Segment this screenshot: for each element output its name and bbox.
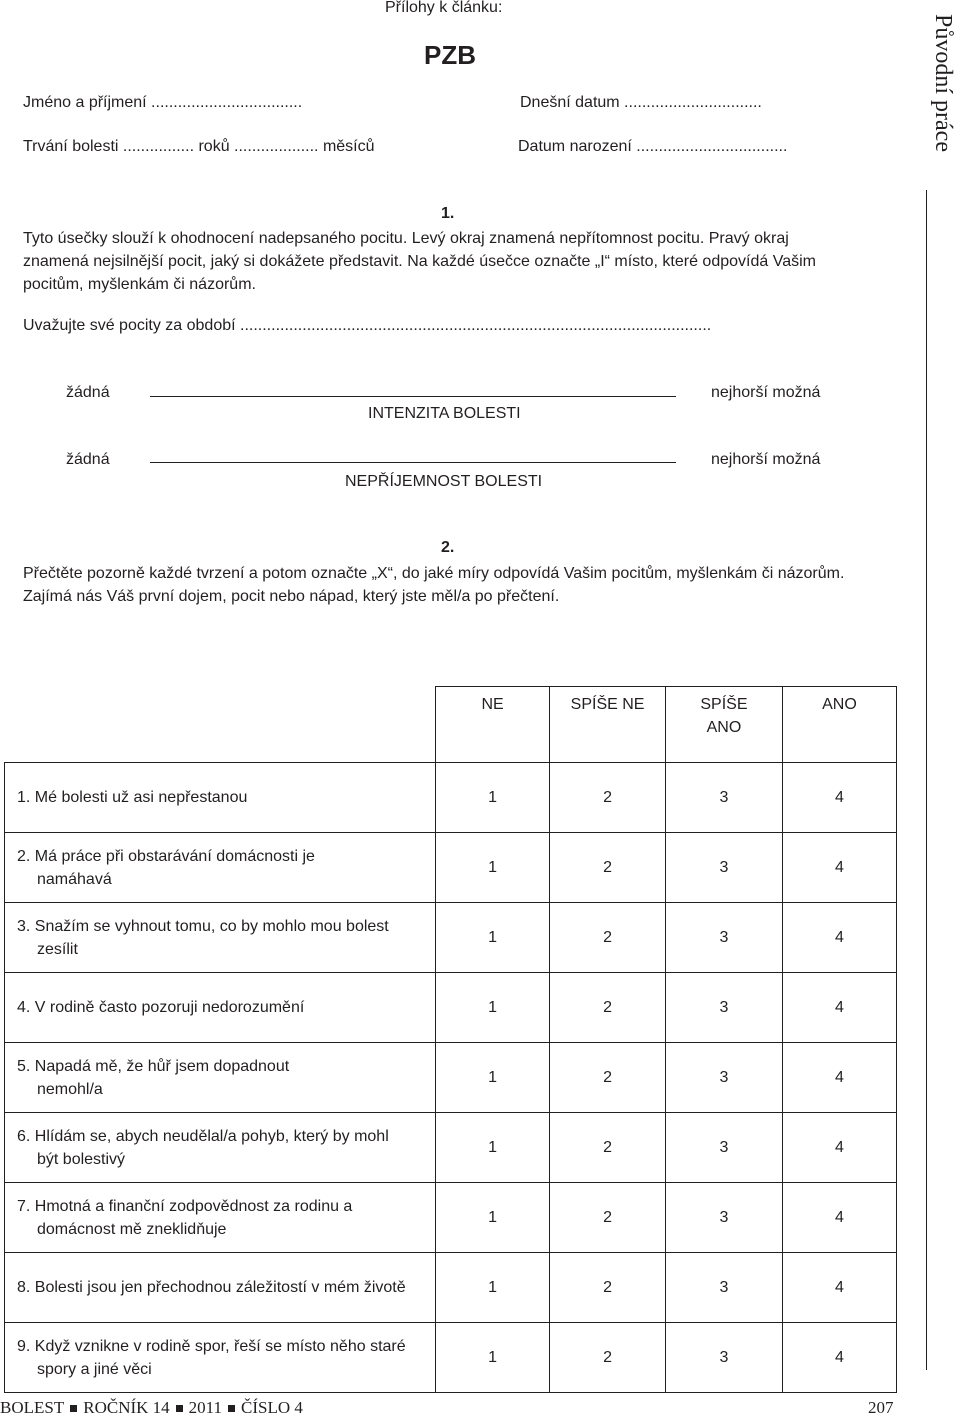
section1-instructions: Tyto úsečky slouží k ohodnocení nadepsaného pocitu. Levý okraj znamená nepřítomnost pocitu. Pravý okraj znamená nejsilnější pocit, jaký si dokážete představit. Na každé úsečce označte „I“ místo, které odpovídá Vašim pocitům, myšlenkám či názorům. (23, 230, 816, 293)
choice-2[interactable]: 2 (550, 903, 666, 973)
header-spise-ne: SPÍŠE NE (550, 687, 666, 763)
statement-5 (5, 1043, 436, 1113)
table-row (5, 1253, 897, 1323)
statement-7 (5, 1183, 436, 1253)
section2-instructions: Přečtěte pozorně každé tvrzení a potom označte „X“, do jaké míry odpovídá Vašim pocitům, myšlenkám či názorům. Zajímá nás Váš první dojem, pocit nebo nápad, který jste měl/a po přečtení. (23, 565, 845, 605)
name-field[interactable]: Jméno a příjmení .................................. (23, 94, 303, 111)
choice-4[interactable]: 4 (782, 903, 896, 973)
statement-4 (5, 973, 436, 1043)
journal-footer (0, 1398, 303, 1418)
choice-4[interactable]: 4 (782, 973, 896, 1043)
choice-2[interactable]: 2 (550, 1183, 666, 1253)
vertical-rule (926, 190, 927, 1370)
section1-number: 1. (441, 205, 455, 222)
period-field[interactable]: Uvažujte své pocity za období .......................................................................................................... (23, 317, 712, 334)
blank-header-cell (5, 687, 436, 763)
choice-3[interactable]: 3 (666, 833, 783, 903)
choice-3[interactable]: 3 (666, 763, 783, 833)
statement-3 (5, 903, 436, 973)
choice-4[interactable]: 4 (782, 1183, 896, 1253)
table-row (5, 903, 897, 973)
pain-intensity-scale[interactable] (150, 396, 676, 397)
statement-text: 6. Hlídám se, abych neudělal/a pohyb, který by mohl být bolestivý (17, 1127, 389, 1168)
header-ne: NE (436, 687, 550, 763)
statement-9 (5, 1323, 436, 1393)
choice-3[interactable]: 3 (666, 1113, 783, 1183)
page-number: 207 (868, 1398, 894, 1417)
choice-1[interactable]: 1 (436, 1323, 550, 1393)
choice-4[interactable]: 4 (782, 1253, 896, 1323)
choice-1[interactable]: 1 (436, 833, 550, 903)
pain-duration-field[interactable]: Trvání bolesti ................ roků ................... měsíců (23, 138, 375, 155)
choice-4[interactable]: 4 (782, 1043, 896, 1113)
choice-3[interactable]: 3 (666, 1043, 783, 1113)
choice-1[interactable]: 1 (436, 903, 550, 973)
choice-2[interactable]: 2 (550, 1323, 666, 1393)
choice-2[interactable]: 2 (550, 833, 666, 903)
choice-1[interactable]: 1 (436, 1183, 550, 1253)
choice-3[interactable]: 3 (666, 903, 783, 973)
choice-1[interactable]: 1 (436, 973, 550, 1043)
statement-6 (5, 1113, 436, 1183)
journal-name: BOLEST (0, 1398, 65, 1417)
table-header-row (5, 687, 897, 763)
table-row (5, 833, 897, 903)
journal-volume: ROČNÍK 14 (83, 1398, 170, 1417)
journal-issue: ČÍSLO 4 (241, 1398, 303, 1417)
statement-text: 8. Bolesti jsou jen přechodnou záležitostí v mém životě (17, 1279, 406, 1296)
table-row (5, 763, 897, 833)
choice-4[interactable]: 4 (782, 833, 896, 903)
choice-4[interactable]: 4 (782, 763, 896, 833)
form-title: PZB (424, 40, 476, 70)
table-row (5, 1043, 897, 1113)
statement-text: 1. Mé bolesti už asi nepřestanou (17, 789, 248, 806)
today-date-field[interactable]: Dnešní datum ............................... (520, 94, 762, 111)
statement-8 (5, 1253, 436, 1323)
journal-year: 2011 (188, 1398, 223, 1417)
pain-unpleasantness-scale[interactable] (150, 462, 676, 463)
table-row (5, 1183, 897, 1253)
scale1-left-label: žádná (66, 384, 110, 401)
choice-4[interactable]: 4 (782, 1323, 896, 1393)
square-bullet-icon (176, 1405, 183, 1412)
table-row (5, 1323, 897, 1393)
choice-1[interactable]: 1 (436, 763, 550, 833)
questionnaire-table (4, 686, 897, 1393)
square-bullet-icon (228, 1405, 235, 1412)
choice-3[interactable]: 3 (666, 1323, 783, 1393)
side-title: Původní práce (930, 14, 956, 152)
scale2-title: NEPŘÍJEMNOST BOLESTI (345, 473, 543, 490)
scale1-title: INTENZITA BOLESTI (368, 405, 521, 422)
choice-1[interactable]: 1 (436, 1253, 550, 1323)
scale1-right-label: nejhorší možná (711, 384, 821, 401)
statement-text: 7. Hmotná a finanční zodpovědnost za rodinu a domácnost mě zneklidňuje (17, 1197, 353, 1238)
statement-text: 3. Snažím se vyhnout tomu, co by mohlo mou bolest zesílit (17, 917, 389, 958)
choice-3[interactable]: 3 (666, 1253, 783, 1323)
choice-3[interactable]: 3 (666, 973, 783, 1043)
attachments-label: Přílohy k článku: (385, 0, 503, 16)
birth-date-field[interactable]: Datum narození .................................. (518, 138, 788, 155)
choice-1[interactable]: 1 (436, 1043, 550, 1113)
statement-1 (5, 763, 436, 833)
choice-2[interactable]: 2 (550, 973, 666, 1043)
square-bullet-icon (70, 1405, 77, 1412)
choice-4[interactable]: 4 (782, 1113, 896, 1183)
scale2-left-label: žádná (66, 451, 110, 468)
statement-text: 9. Když vznikne v rodině spor, řeší se místo něho staré spory a jiné věci (17, 1337, 406, 1378)
statement-text: 2. Má práce při obstarávání domácnosti je namáhavá (17, 847, 315, 888)
choice-1[interactable]: 1 (436, 1113, 550, 1183)
choice-2[interactable]: 2 (550, 1253, 666, 1323)
header-spise-ano-text: SPÍŠE ANO (700, 696, 748, 736)
header-spise-ano (666, 687, 783, 763)
section2-number: 2. (441, 539, 455, 556)
table-row (5, 1113, 897, 1183)
scale2-right-label: nejhorší možná (711, 451, 821, 468)
table-row (5, 973, 897, 1043)
statement-2 (5, 833, 436, 903)
choice-2[interactable]: 2 (550, 1113, 666, 1183)
statement-text: 5. Napadá mě, že hůř jsem dopadnout nemohl/a (17, 1057, 290, 1098)
choice-2[interactable]: 2 (550, 1043, 666, 1113)
header-ano: ANO (782, 687, 896, 763)
choice-2[interactable]: 2 (550, 763, 666, 833)
statement-text: 4. V rodině často pozoruji nedorozumění (17, 999, 305, 1016)
choice-3[interactable]: 3 (666, 1183, 783, 1253)
